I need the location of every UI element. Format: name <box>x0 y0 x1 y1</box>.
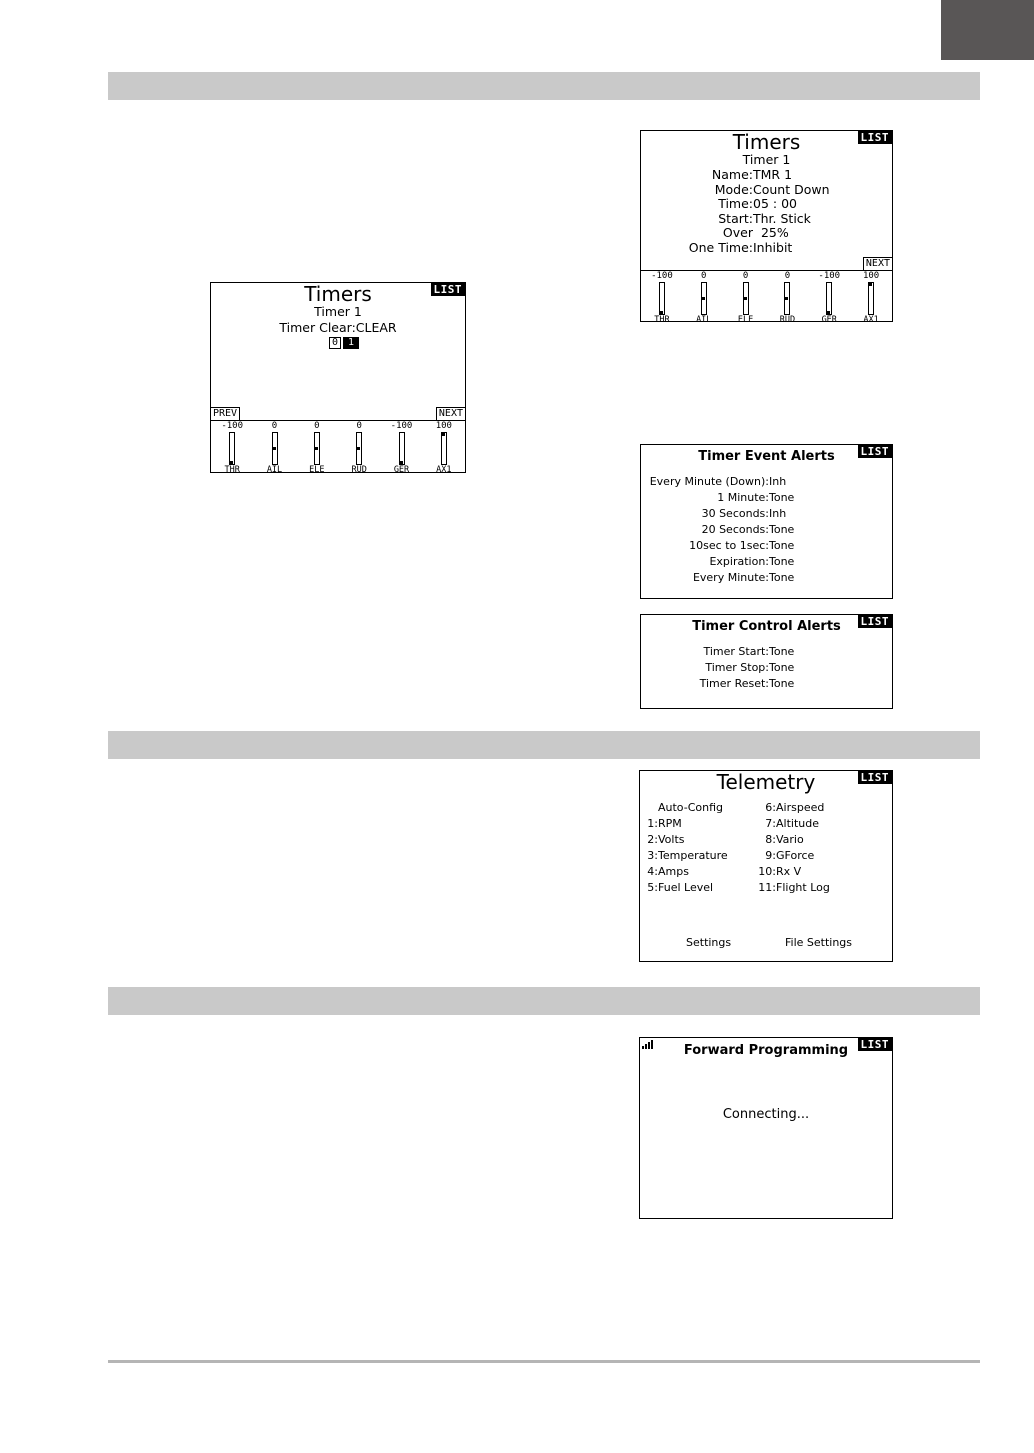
channel-value: 0 <box>701 271 707 281</box>
channel-monitor <box>211 420 465 472</box>
screen-title: Timers <box>304 282 372 306</box>
channel-value: 100 <box>862 271 880 281</box>
slot-label: Auto-Config <box>658 801 724 814</box>
telemetry-slot[interactable] <box>644 800 723 816</box>
selector-option-1[interactable]: 1 <box>343 337 359 349</box>
setting-value[interactable]: Tone <box>769 491 795 504</box>
channel-thr <box>642 271 682 322</box>
channel-label: AIL <box>266 465 283 473</box>
timer-control-alerts-screen <box>640 614 893 709</box>
telemetry-slot[interactable] <box>752 864 801 880</box>
slot-number: 1: <box>647 817 658 830</box>
channel-rud <box>767 271 807 322</box>
channel-value: 0 <box>271 421 278 431</box>
channel-bar <box>314 432 320 465</box>
section-bar-timers <box>108 72 980 100</box>
telemetry-slot[interactable] <box>752 800 824 816</box>
setting-row[interactable] <box>651 168 792 183</box>
slot-number: 5: <box>647 881 658 894</box>
setting-label: 30 Seconds: <box>701 507 769 520</box>
setting-row[interactable] <box>645 570 794 586</box>
channel-label: ELE <box>737 315 754 322</box>
channel-rud <box>339 421 379 473</box>
channel-indicator <box>356 447 360 450</box>
setting-row[interactable] <box>645 554 794 570</box>
slot-number: 2: <box>647 833 658 846</box>
setting-value[interactable]: Inh <box>769 475 787 488</box>
setting-label: Start: <box>718 210 753 226</box>
slot-number: 11: <box>758 881 776 894</box>
channel-monitor <box>641 270 892 321</box>
setting-value[interactable]: Inhibit <box>753 239 793 255</box>
setting-label: Timer Start: <box>703 645 769 658</box>
channel-value: 0 <box>784 271 791 281</box>
channel-ger <box>809 271 849 322</box>
timer-subtitle: Timer 1 <box>742 152 791 167</box>
setting-value[interactable]: Tone <box>769 523 795 536</box>
slot-label: Rx V <box>776 865 802 878</box>
list-button[interactable]: LIST <box>858 1038 893 1051</box>
setting-value[interactable]: Tone <box>769 661 795 674</box>
channel-value: 0 <box>356 421 362 431</box>
channel-bar <box>784 282 790 315</box>
slot-label: Amps <box>658 865 689 878</box>
setting-row[interactable] <box>645 490 794 506</box>
channel-ger <box>382 421 422 473</box>
channel-label: GER <box>393 465 410 473</box>
timer-event-alerts-screen <box>640 444 893 599</box>
channel-bar <box>272 432 278 465</box>
setting-label: Name: <box>711 167 753 182</box>
channel-value: -100 <box>390 421 413 431</box>
next-button[interactable]: NEXT <box>436 407 465 420</box>
setting-value[interactable]: Tone <box>769 677 795 690</box>
setting-label: 1 Minute: <box>717 491 769 504</box>
slot-label: Fuel Level <box>658 881 714 894</box>
channel-indicator <box>868 283 872 286</box>
channel-indicator <box>784 297 788 300</box>
setting-row[interactable] <box>651 241 792 256</box>
slot-label: Temperature <box>658 849 728 862</box>
section-bar-telemetry <box>108 731 980 759</box>
channel-value: 0 <box>742 271 749 281</box>
slot-number: 3: <box>647 849 658 862</box>
setting-row[interactable] <box>645 538 794 554</box>
channel-indicator <box>659 311 663 314</box>
setting-value[interactable]: TMR 1 <box>753 167 793 182</box>
setting-label: Every Minute (Down): <box>649 475 769 488</box>
list-button[interactable]: LIST <box>858 615 893 628</box>
channel-bar <box>399 432 405 465</box>
timer-clear-screen <box>210 282 466 473</box>
list-button[interactable]: LIST <box>858 771 893 784</box>
channel-indicator <box>743 297 747 300</box>
setting-row[interactable] <box>645 474 786 490</box>
channel-value: 0 <box>314 421 320 431</box>
next-button[interactable]: NEXT <box>863 257 892 270</box>
channel-bar <box>868 282 874 315</box>
screen-title: Timer Event Alerts <box>698 449 835 464</box>
channel-bar <box>701 282 707 315</box>
slot-label: GForce <box>776 849 815 862</box>
channel-value: -100 <box>651 271 673 281</box>
telemetry-slot[interactable] <box>644 816 682 832</box>
setting-value[interactable]: Tone <box>769 571 795 584</box>
setting-label: Every Minute: <box>692 571 769 584</box>
channel-label: RUD <box>779 315 796 322</box>
setting-row[interactable] <box>651 226 789 241</box>
section-bar-forward-programming <box>108 987 980 1015</box>
channel-bar <box>441 432 447 465</box>
slot-label: Altitude <box>776 817 819 830</box>
channel-indicator <box>314 447 318 450</box>
file-settings-button[interactable]: File Settings <box>785 936 853 949</box>
channel-indicator <box>272 447 276 450</box>
slot-label: Volts <box>658 833 685 846</box>
slot-label: Vario <box>776 833 804 846</box>
telemetry-slot[interactable] <box>644 848 728 864</box>
channel-bar <box>659 282 665 315</box>
setting-row[interactable] <box>645 522 794 538</box>
forward-programming-screen <box>639 1037 893 1219</box>
setting-label: 20 Seconds: <box>701 523 769 536</box>
channel-ax1 <box>851 271 891 322</box>
slot-number: 6: <box>765 801 776 814</box>
screen-title: Telemetry <box>716 770 816 794</box>
channel-value: -100 <box>818 271 841 281</box>
channel-value: 100 <box>435 421 452 431</box>
setting-row[interactable] <box>651 212 811 227</box>
selector-option-0[interactable]: 0 <box>329 337 341 349</box>
channel-label: THR <box>224 465 240 473</box>
channel-ax1 <box>424 421 464 473</box>
channel-bar <box>229 432 235 465</box>
channel-indicator <box>229 461 233 464</box>
channel-ail <box>255 421 295 473</box>
setting-value[interactable]: Thr. Stick <box>753 210 811 226</box>
telemetry-slot[interactable] <box>644 832 685 848</box>
corner-tab <box>941 0 1034 60</box>
list-button[interactable]: LIST <box>858 131 893 144</box>
slot-number: 4: <box>647 865 658 878</box>
slot-label: RPM <box>658 817 682 830</box>
setting-value[interactable]: 05 : 00 <box>753 196 797 211</box>
footer-rule <box>108 1360 980 1363</box>
setting-label: Expiration: <box>709 555 769 568</box>
setting-label: Mode: <box>714 181 753 197</box>
screen-title: Timers <box>732 130 801 154</box>
slot-label: Airspeed <box>776 801 825 814</box>
telemetry-slot[interactable] <box>644 864 689 880</box>
channel-ele <box>297 421 337 473</box>
slot-number: 9: <box>765 849 776 862</box>
list-button[interactable]: LIST <box>431 283 466 296</box>
telemetry-slot[interactable] <box>752 816 819 832</box>
setting-label: Timer Stop: <box>705 661 769 674</box>
setting-row[interactable] <box>651 197 797 212</box>
channel-label: AX1 <box>863 315 879 322</box>
setting-row[interactable] <box>645 676 794 692</box>
setting-value[interactable]: Inh <box>769 507 787 520</box>
channel-value: -100 <box>221 421 243 431</box>
telemetry-slot[interactable] <box>752 848 814 864</box>
clear-confirm-selector[interactable] <box>329 337 359 349</box>
channel-indicator <box>399 461 403 464</box>
telemetry-screen <box>639 770 893 962</box>
telemetry-slot[interactable] <box>752 880 830 896</box>
setting-label: Time: <box>718 196 753 211</box>
channel-label: GER <box>821 315 837 322</box>
channel-label: RUD <box>351 465 367 473</box>
channel-label: AIL <box>696 315 712 322</box>
setting-value[interactable]: Count Down <box>753 181 830 197</box>
setting-value[interactable]: Tone <box>769 555 795 568</box>
settings-button[interactable]: Settings <box>686 936 732 949</box>
telemetry-slot[interactable] <box>752 832 804 848</box>
telemetry-slot[interactable] <box>644 880 713 896</box>
prev-button[interactable]: PREV <box>211 407 240 420</box>
channel-label: THR <box>654 315 670 322</box>
screen-title: Timer Control Alerts <box>692 619 841 634</box>
screen-title: Forward Programming <box>683 1043 849 1058</box>
timer-subtitle: Timer 1 <box>314 304 362 319</box>
channel-indicator <box>441 433 445 436</box>
setting-row[interactable] <box>651 183 830 198</box>
setting-value[interactable]: 25% <box>753 225 789 240</box>
setting-row[interactable] <box>645 644 794 660</box>
timers-screen <box>640 130 893 322</box>
channel-bar <box>743 282 749 315</box>
channel-label: AX1 <box>436 465 452 473</box>
setting-label: 10sec to 1sec: <box>689 539 769 552</box>
slot-number: 10: <box>758 865 776 878</box>
setting-row[interactable] <box>645 506 786 522</box>
slot-number: 8: <box>765 833 776 846</box>
channel-ele <box>726 271 766 322</box>
channel-thr <box>212 421 252 473</box>
channel-bar <box>826 282 832 315</box>
setting-row[interactable] <box>645 660 794 676</box>
setting-label: Timer Reset: <box>699 677 769 690</box>
slot-number: 7: <box>765 817 776 830</box>
connection-status: Connecting... <box>722 1107 810 1122</box>
channel-bar <box>356 432 362 465</box>
setting-value[interactable]: Tone <box>769 645 795 658</box>
channel-indicator <box>826 311 830 314</box>
list-button[interactable]: LIST <box>858 445 893 458</box>
slot-label: Flight Log <box>776 881 830 894</box>
timer-clear-field[interactable]: Timer Clear:CLEAR <box>279 320 397 335</box>
setting-value[interactable]: Tone <box>769 539 795 552</box>
channel-label: ELE <box>309 465 325 473</box>
channel-ail <box>684 271 724 322</box>
setting-label: One Time: <box>688 239 753 255</box>
channel-indicator <box>701 297 705 300</box>
setting-label: Over <box>722 225 753 240</box>
